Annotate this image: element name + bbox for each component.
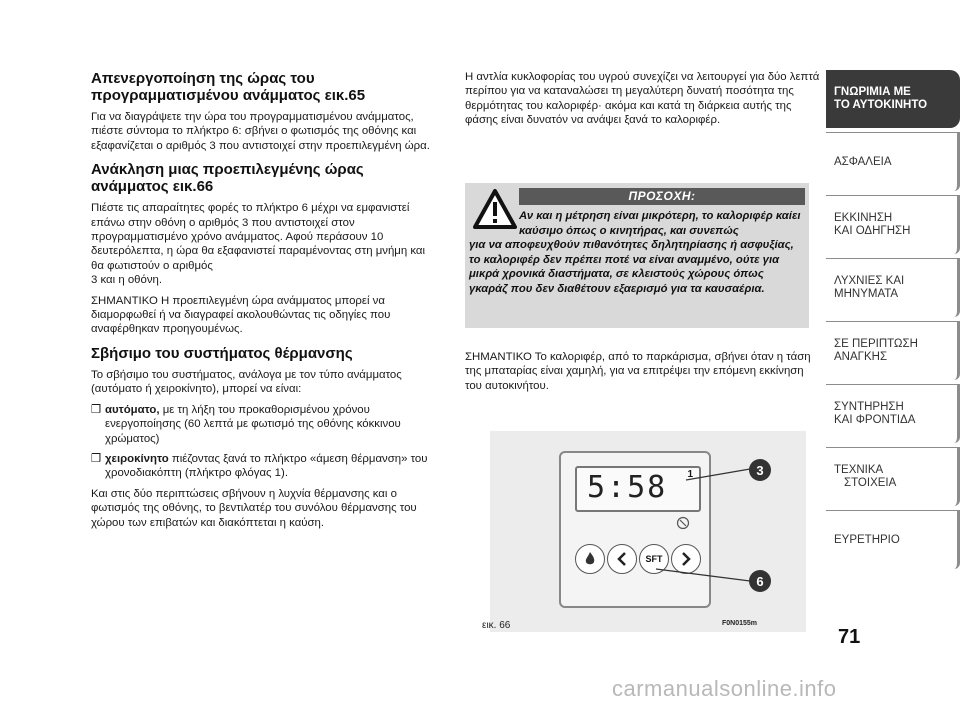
callout-3: 3 xyxy=(749,459,771,481)
section-closing-switch-off: Και στις δύο περιπτώσεις σβήνουν η λυχνία θέρμανσης και ο φωτισμός της οθόνης, το βεντιλατέρ του συνόλου θέρμανσης του χώρου των επιβατών και διακόπτεται η καύση. xyxy=(91,487,417,529)
section-title-recall: Ανάκληση μιας προεπιλεγμένης ώρας ανάμματος εικ.66 xyxy=(91,161,364,196)
section-title-switch-off: Σβήσιμο του συστήματος θέρμανσης xyxy=(91,344,353,362)
page-number: 71 xyxy=(838,626,861,648)
tab-emergency[interactable]: ΣΕ ΠΕΡΙΠΤΩΣΗ ΑΝΑΓΚΗΣ xyxy=(826,321,960,380)
left-column xyxy=(91,70,439,536)
section-body-deactivate: Για να διαγράψετε την ώρα του προγραμματισμένου ανάμματος, πιέστε σύντομα το πλήκτρο 6: σβήνει ο φωτισμός της οθόνης και εξαφανίζεται ο αριθμός 3 που αντιστοιχεί στην προεπιλεγμένη ώρα. xyxy=(91,111,430,152)
tab-starting-driving[interactable]: ΕΚΚΙΝΗΣΗ ΚΑΙ ΟΔΗΓΗΣΗ xyxy=(826,195,960,254)
bullet-manual: ❒ χειροκίνητο πιέζοντας ξανά το πλήκτρο «άμεση θέρμανση» του χρονοδιακόπτη (πλήκτρο φλόγας 1). xyxy=(91,452,428,480)
section-body-recall: Πιέστε τις απαραίτητες φορές το πλήκτρο 6 μέχρι να εμφανιστεί επάνω στην οθόνη ο αριθμός 3 που αντιστοιχεί στον προγραμματισμένο χρόνο ανάμματος. Αφού περάσουν 10 δευτερόλεπτα, η ώρα θα εξαφανιστεί παραμένοντας στη μνήμη και θα φωτιστούν ο αριθμός 3 και η οθόνη. xyxy=(91,202,426,287)
tab-safety[interactable]: ΑΣΦΑΛΕΙΑ xyxy=(826,132,960,191)
sft-button[interactable]: SFT xyxy=(639,544,669,574)
right-column xyxy=(465,70,820,134)
pump-paragraph: Η αντλία κυκλοφορίας του υγρού συνεχίζει να λειτουργεί για δύο λεπτά περίπου για να καταναλώσει τη μεγαλύτερη δυνατή ποσότητα της θερμότητας του καλοριφέρ· ακόμα και κατά τη διάρκεια αυτής της φάσης είναι δυνατόν να ανάψει ξανά το καλοριφέρ. xyxy=(465,71,820,127)
callout-6: 6 xyxy=(749,570,771,592)
tab-technical-data[interactable]: ΤΕΧΝΙΚΑ ΣΤΟΙΧΕΙΑ xyxy=(826,447,960,506)
figure-66 xyxy=(490,431,806,632)
display-time: 5:58 xyxy=(587,470,668,505)
section-note-recall: ΣΗΜΑΝΤΙΚΟ Η προεπιλεγμένη ώρα ανάμματος μπορεί να διαμορφωθεί ή να διαγραφεί ακολουθώντας τις οδηγίες που αναφέρθηκαν προηγουμένως. xyxy=(91,294,391,336)
chapter-sidebar xyxy=(826,70,960,573)
section-intro-switch-off: Το σβήσιμο του συστήματος, ανάλογα με τον τύπο ανάμματος (αυτόματο ή χειροκίνητο), μπορεί να είναι: xyxy=(91,368,402,396)
checkbox-bullet-icon: ❒ xyxy=(91,452,102,465)
warning-text: Αν και η μέτρηση είναι μικρότερη, το καλοριφέρ καίει καύσιμο όπως ο κινητήρας, και συνεπώς για να αποφευχθούν πιθανότητες δηλητηρίασης ή ασφυξίας, το καλοριφέρ δεν πρέπει ποτέ να είναι αναμμένο, ούτε για μικρά χρονικά διαστήματα, σε κλειστούς χώρους όπως γκαράζ που δεν διαθέτουν εξαερισμό για τα καυσαέρια. xyxy=(469,210,801,295)
tab-getting-to-know[interactable]: ΓΝΩΡΙΜΙΑ ΜΕ ΤΟ ΑΥΤΟΚΙΝΗΤΟ xyxy=(826,70,960,128)
checkbox-bullet-icon: ❒ xyxy=(91,403,102,416)
tab-warning-lights[interactable]: ΛΥΧΝΙΕΣ ΚΑΙ ΜΗΝΥΜΑΤΑ xyxy=(826,258,960,317)
section-title-deactivate: Απενεργοποίηση της ώρας του προγραμματισμένου ανάμματος εικ.65 xyxy=(91,70,366,104)
figure-code: F0N0155m xyxy=(722,620,758,627)
tab-maintenance[interactable]: ΣΥΝΤΗΡΗΣΗ ΚΑΙ ΦΡΟΝΤΙΔΑ xyxy=(826,384,960,443)
display-indicator: 1 xyxy=(687,469,693,480)
watermark: carmanualsonline.info xyxy=(612,676,837,701)
tab-index[interactable]: ΕΥΡΕΤΗΡΙΟ xyxy=(826,510,960,569)
battery-note: ΣΗΜΑΝΤΙΚΟ Το καλοριφέρ, από το παρκάρισμα, σβήνει όταν η τάση της μπαταρίας είναι χαμηλή, για να επιτρέψει την επόμενη εκκίνηση του αυτοκινήτου. xyxy=(465,351,811,392)
warning-box xyxy=(465,183,809,328)
bullet-automatic: ❒ αυτόματο, με τη λήξη του προκαθορισμένου χρόνου ενεργοποίησης (60 λεπτά με φωτισμό της οθόνης κόκκινου χρώματος) xyxy=(91,403,401,445)
figure-caption: εικ. 66 xyxy=(482,620,511,631)
warning-heading: ΠΡΟΣΟΧΗ: xyxy=(519,188,805,205)
